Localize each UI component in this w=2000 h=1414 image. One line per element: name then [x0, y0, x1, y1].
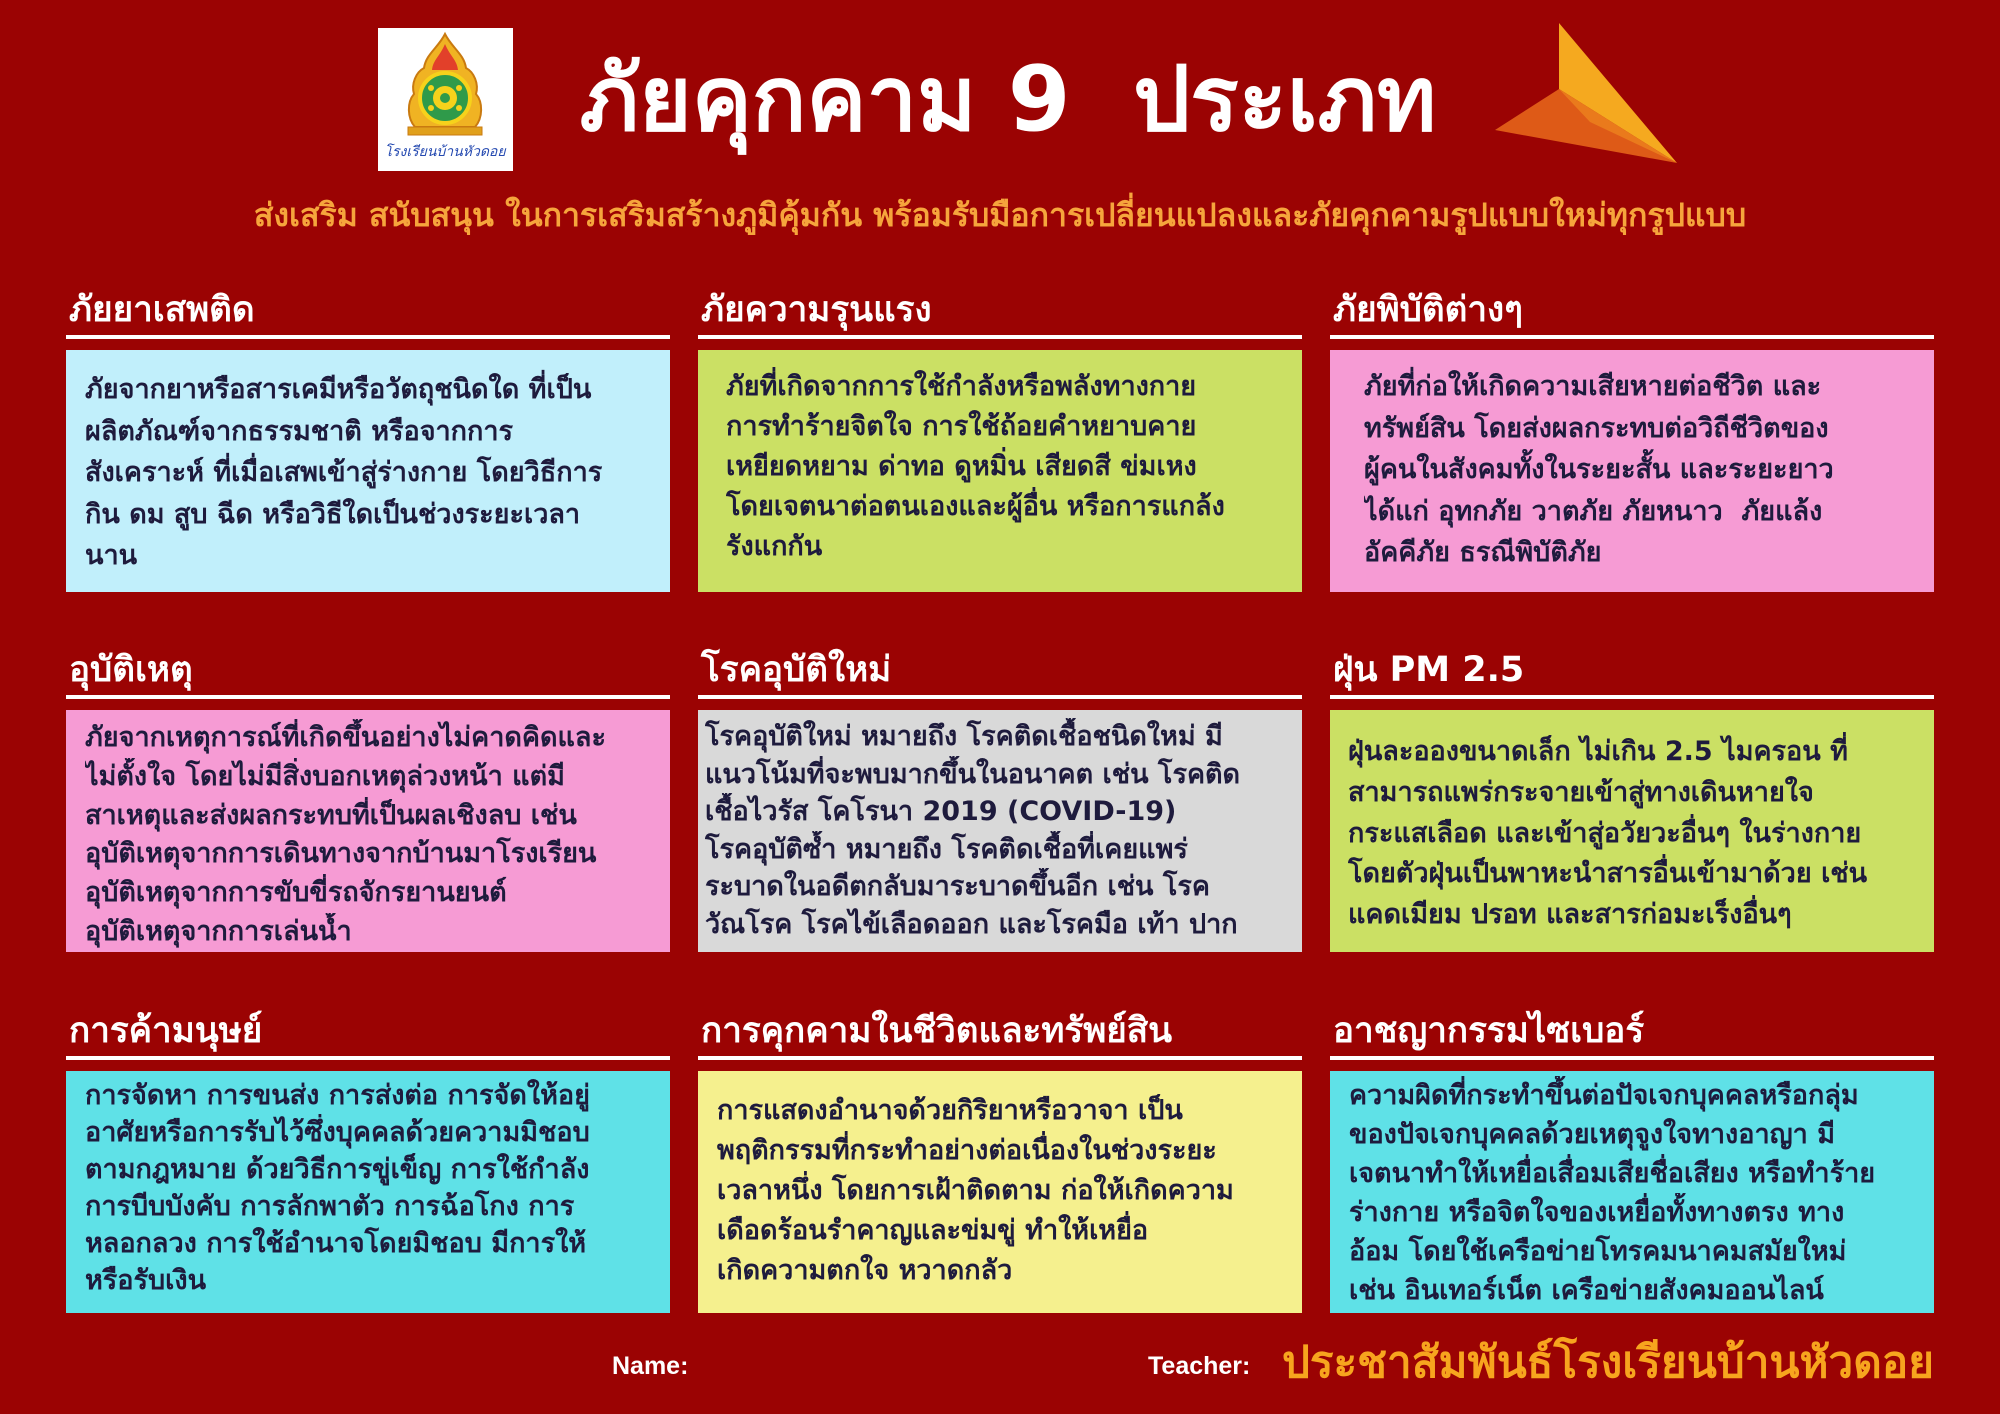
card-line: ของปัจเจกบุคคลด้วยเหตุจูงใจทางอาญา มี — [1349, 1119, 1835, 1150]
threat-card — [698, 350, 1302, 592]
card-line: โรคอุบัติซ้ำ หมายถึง โรคติดเชื้อที่เคยแพร่ — [705, 833, 1188, 865]
card-line: นาน — [85, 540, 138, 571]
card-line: หลอกลวง การใช้อำนาจโดยมิชอบ มีการให้ — [85, 1228, 587, 1259]
card-line: แคดเมียม ปรอท และสารก่อมะเร็งอื่นๆ — [1348, 899, 1792, 931]
page-title: ภัยคุกคาม 9 ประเภท — [579, 47, 1437, 152]
threat-heading: โรคอุบัติใหม่ — [701, 650, 892, 690]
card-line: พฤติกรรมที่กระทำอย่างต่อเนื่องในช่วงระยะ — [717, 1135, 1217, 1166]
card-line: สาเหตุและส่งผลกระทบที่เป็นผลเชิงลบ เช่น — [85, 799, 577, 831]
school-pr-text: ประชาสัมพันธ์โรงเรียนบ้านหัวดอย — [1281, 1337, 1934, 1388]
threat-section-pm25 — [1330, 646, 1934, 952]
card-line: แนวโน้มที่จะพบมากขึ้นในอนาคต เช่น โรคติด — [705, 758, 1241, 790]
threat-heading: ภัยยาเสพติด — [69, 290, 255, 330]
card-line: การบีบบังคับ การลักพาตัว การฉ้อโกง การ — [85, 1191, 575, 1222]
threat-section-cybercrime — [1330, 1007, 1934, 1313]
card-line: ผู้คนในสังคมทั้งในระยะสั้น และระยะยาว — [1364, 454, 1834, 485]
teacher-label: Teacher: — [1148, 1352, 1251, 1380]
card-line: เกิดความตกใจ หวาดกลัว — [717, 1255, 1013, 1286]
heading-underline — [1330, 1056, 1934, 1060]
threat-heading: ฝุ่น PM 2.5 — [1333, 650, 1525, 690]
card-line: ฝุ่นละอองขนาดเล็ก ไม่เกิน 2.5 ไมครอน ที่ — [1348, 736, 1848, 767]
threat-heading: ภัยพิบัติต่างๆ — [1333, 290, 1523, 330]
threat-card — [66, 350, 670, 592]
card-line: ภัยจากยาหรือสารเคมีหรือวัตถุชนิดใด ที่เป็น — [85, 374, 592, 405]
threat-section-violence — [698, 286, 1302, 592]
heading-underline — [698, 1056, 1302, 1060]
threat-card — [66, 710, 670, 952]
card-line: เชื้อไวรัส โคโรนา 2019 (COVID-19) — [705, 796, 1177, 828]
card-line: เช่น อินเทอร์เน็ต เครือข่ายสังคมออนไลน์ — [1349, 1275, 1824, 1306]
heading-underline — [66, 1056, 670, 1060]
card-line: ตามกฎหมาย ด้วยวิธีการขู่เข็ญ การใช้กำลัง — [85, 1154, 590, 1185]
card-line: ภัยที่เกิดจากการใช้กำลังหรือพลังทางกาย — [726, 371, 1197, 402]
threat-card — [698, 710, 1302, 952]
threat-card — [66, 1071, 670, 1313]
threat-section-human-trafficking — [66, 1007, 670, 1313]
heading-underline — [66, 695, 670, 699]
school-logo — [378, 28, 513, 171]
name-label: Name: — [612, 1352, 689, 1380]
card-line: เจตนาทำให้เหยื่อเสื่อมเสียชื่อเสียง หรือทำร้าย — [1349, 1158, 1876, 1189]
card-line: อัคคีภัย ธรณีพิบัติภัย — [1364, 537, 1602, 568]
threat-card — [698, 1071, 1302, 1313]
heading-underline — [1330, 335, 1934, 339]
heading-underline — [698, 335, 1302, 339]
threat-section-accidents — [66, 646, 670, 952]
threat-card — [1330, 710, 1934, 952]
threat-section-emerging-diseases — [698, 646, 1302, 952]
card-line: อุบัติเหตุจากการเล่นน้ำ — [85, 915, 352, 947]
card-line: ระบาดในอดีตกลับมาระบาดขึ้นอีก เช่น โรค — [705, 871, 1210, 903]
threat-card — [1330, 1071, 1934, 1313]
card-line: ภัยที่ก่อให้เกิดความเสียหายต่อชีวิต และ — [1364, 371, 1822, 402]
card-line: กิน ดม สูบ ฉีด หรือวิธีใดเป็นช่วงระยะเวลา — [85, 498, 581, 530]
subtitle: ส่งเสริม สนับสนุน ในการเสริมสร้างภูมิคุ้มกัน พร้อมรับมือการเปลี่ยนแปลงและภัยคุกคามรูปแบบใหม่ทุกรูปแบบ — [253, 196, 1747, 234]
card-line: เดือดร้อนรำคาญและข่มขู่ ทำให้เหยื่อ — [717, 1215, 1149, 1246]
threat-section-disasters — [1330, 286, 1934, 592]
school-emblem-icon — [378, 28, 513, 171]
card-line: ไม่ตั้งใจ โดยไม่มีสิ่งบอกเหตุล่วงหน้า แต่มี — [85, 760, 565, 792]
heading-underline — [698, 695, 1302, 699]
card-line: สังเคราะห์ ที่เมื่อเสพเข้าสู่ร่างกาย โดยวิธีการ — [85, 457, 603, 488]
card-line: อ้อม โดยใช้เครือข่ายโทรคมนาคมสมัยใหม่ — [1349, 1236, 1847, 1267]
card-line: รังแกกัน — [726, 531, 823, 562]
card-line: ได้แก่ อุทกภัย วาตภัย ภัยหนาว ภัยแล้ง — [1364, 495, 1823, 527]
card-line: การจัดหา การขนส่ง การส่งต่อ การจัดให้อยู่ — [85, 1080, 590, 1111]
card-line: เหยียดหยาม ด่าทอ ดูหมิ่น เสียดสี ข่มเหง — [726, 451, 1197, 482]
threat-section-harassment — [698, 1007, 1302, 1313]
card-line: วัณโรค โรคไข้เลือดออก และโรคมือ เท้า ปาก — [705, 908, 1238, 940]
card-line: โดยเจตนาต่อตนเองและผู้อื่น หรือการแกล้ง — [726, 491, 1225, 522]
card-line: อาศัยหรือการรับไว้ซึ่งบุคคลด้วยความมิชอบ — [85, 1117, 590, 1148]
card-line: หรือรับเงิน — [85, 1265, 207, 1296]
card-line: ภัยจากเหตุการณ์ที่เกิดขึ้นอย่างไม่คาดคิดและ — [85, 722, 606, 753]
threat-heading: การค้ามนุษย์ — [69, 1011, 263, 1051]
heading-underline — [1330, 695, 1934, 699]
card-line: ผลิตภัณฑ์จากธรรมชาติ หรือจากการ — [85, 415, 514, 447]
threat-heading: ภัยความรุนแรง — [701, 290, 932, 330]
card-line: อุบัติเหตุจากการขับขี่รถจักรยานยนต์ — [85, 877, 507, 909]
arrow-icon — [1490, 18, 1685, 168]
card-line: โรคอุบัติใหม่ หมายถึง โรคติดเชื้อชนิดใหม่ มี — [705, 721, 1223, 752]
threat-heading: การคุกคามในชีวิตและทรัพย์สิน — [701, 1011, 1173, 1051]
logo-text: โรงเรียนบ้านหัวดอย — [384, 144, 506, 160]
card-line: ทรัพย์สิน โดยส่งผลกระทบต่อวิถีชีวิตของ — [1364, 412, 1829, 444]
threat-heading: อุบัติเหตุ — [69, 650, 193, 690]
card-line: อุบัติเหตุจากการเดินทางจากบ้านมาโรงเรียน — [85, 838, 597, 870]
threat-heading: อาชญากรรมไซเบอร์ — [1333, 1011, 1645, 1051]
card-line: โดยตัวฝุ่นเป็นพาหะนำสารอื่นเข้ามาด้วย เช่น — [1348, 858, 1868, 890]
card-line: ความผิดที่กระทำขึ้นต่อปัจเจกบุคคลหรือกลุ่ม — [1349, 1080, 1859, 1111]
card-line: กระแสเลือด และเข้าสู่อวัยวะอื่นๆ ในร่างกาย — [1348, 817, 1862, 849]
card-line: การแสดงอำนาจด้วยกิริยาหรือวาจา เป็น — [717, 1095, 1183, 1126]
threat-card — [1330, 350, 1934, 592]
card-line: การทำร้ายจิตใจ การใช้ถ้อยคำหยาบคาย — [726, 411, 1197, 442]
card-line: ร่างกาย หรือจิตใจของเหยื่อทั้งทางตรง ทาง — [1349, 1197, 1845, 1228]
card-line: สามารถแพร่กระจายเข้าสู่ทางเดินหายใจ — [1348, 776, 1814, 808]
heading-underline — [66, 335, 670, 339]
threat-section-drugs — [66, 286, 670, 592]
card-line: เวลาหนึ่ง โดยการเฝ้าติดตาม ก่อให้เกิดความ — [717, 1175, 1234, 1206]
